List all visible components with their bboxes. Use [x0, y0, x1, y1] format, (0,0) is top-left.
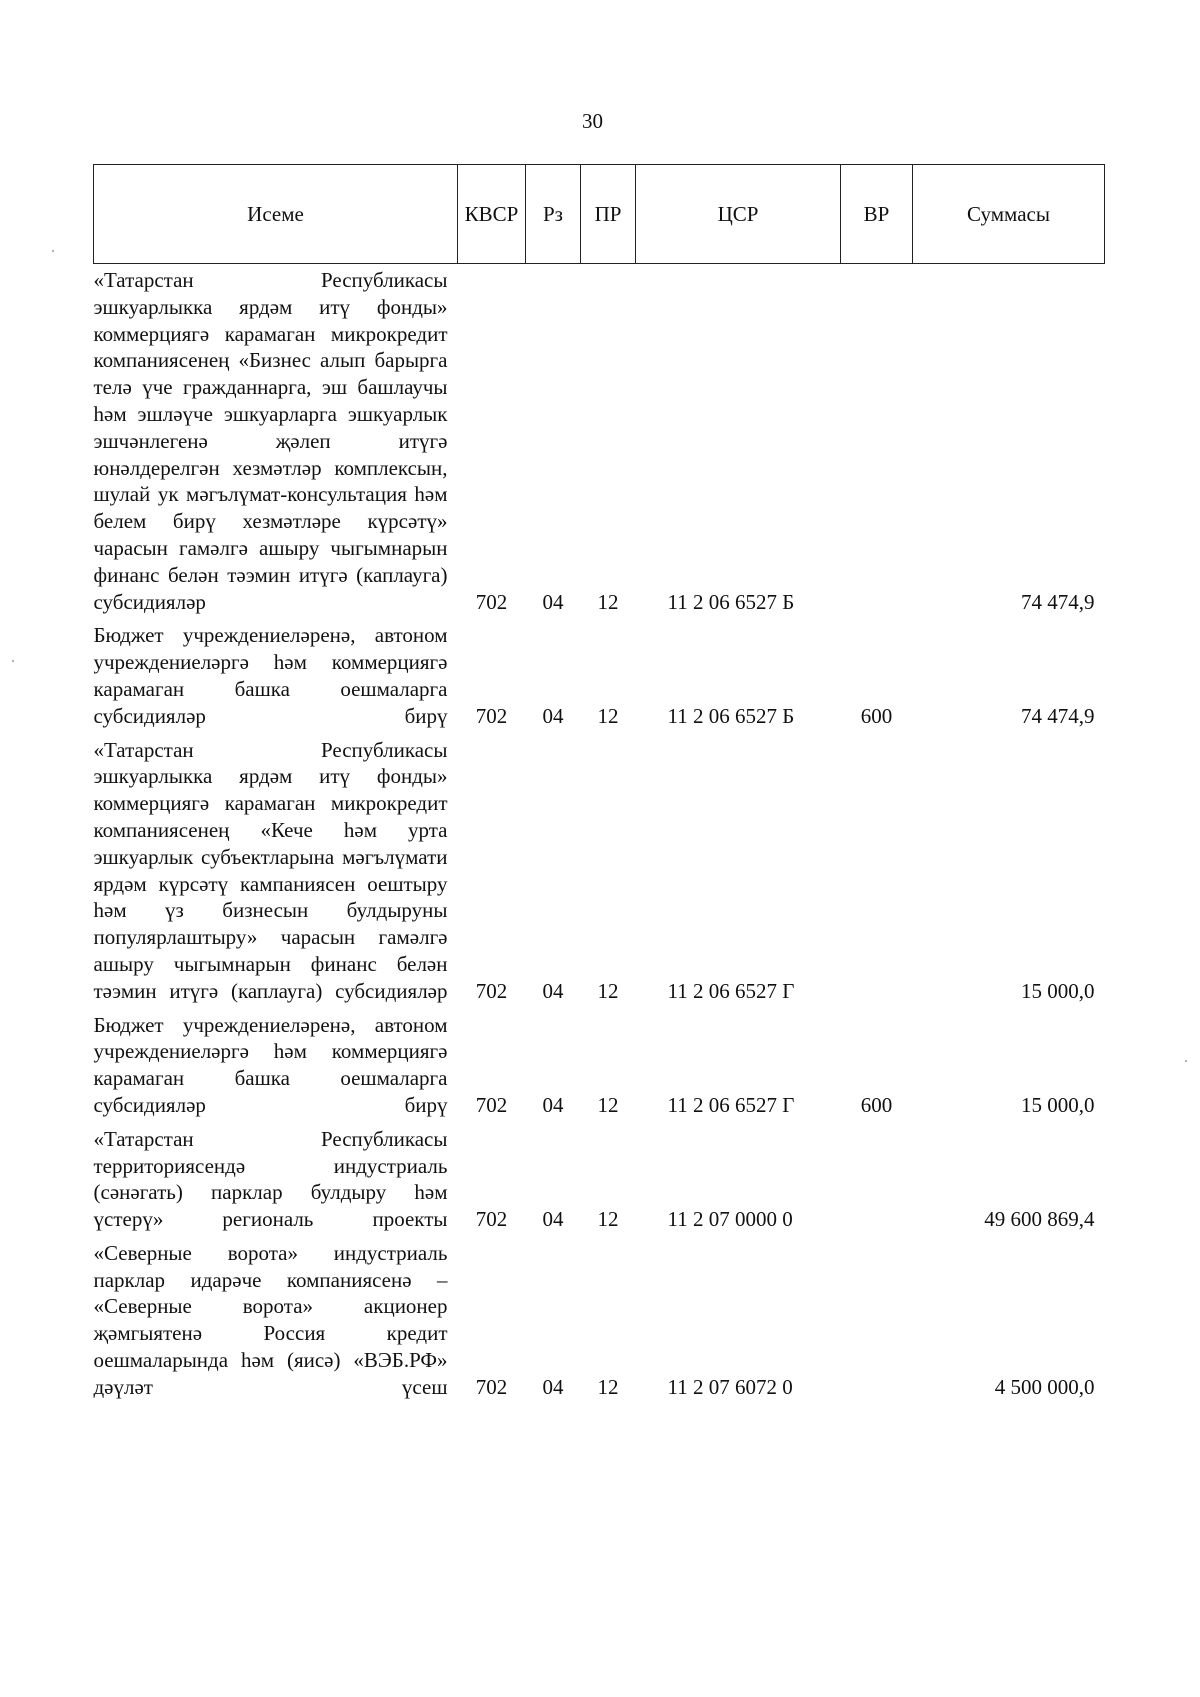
header-name: Исеме	[94, 165, 458, 264]
row-vr	[841, 264, 913, 620]
row-rz: 04	[542, 1092, 564, 1117]
row-name: «Северные ворота» индустриаль парклар идарәче компаниясенә – «Северные ворота» акционер җәмгыятенә Россия кредит оешмаларында һәм (яисә) «ВЭБ.РФ» дәүләт үсеш	[93, 1240, 448, 1399]
row-rz: 04	[542, 589, 564, 614]
row-sum: 15 000,0	[1021, 978, 1095, 1003]
row-kvsr: 702	[475, 1092, 508, 1117]
row-rz: 04	[542, 978, 564, 1003]
header-vr: ВР	[841, 165, 913, 264]
scan-speck	[52, 250, 54, 252]
table-row	[94, 1123, 1105, 1237]
row-pr: 12	[597, 589, 619, 614]
row-csr: 11 2 06 6527 Г	[667, 1092, 795, 1117]
row-sum: 74 474,9	[1021, 703, 1095, 728]
row-sum: 4 500 000,0	[994, 1374, 1095, 1399]
scan-speck	[12, 660, 14, 662]
table-row	[94, 264, 1105, 620]
row-rz: 04	[542, 1374, 564, 1399]
row-sum: 49 600 869,4	[984, 1207, 1095, 1232]
row-pr: 12	[597, 978, 619, 1003]
row-kvsr: 702	[475, 978, 508, 1003]
header-csr: ЦСР	[636, 165, 841, 264]
table-row	[94, 1237, 1105, 1405]
row-csr: 11 2 07 6072 0	[667, 1374, 793, 1399]
table-row	[94, 1009, 1105, 1123]
row-vr: 600	[860, 1092, 893, 1117]
row-kvsr: 702	[475, 1374, 508, 1399]
header-row	[94, 165, 1105, 264]
budget-table	[93, 164, 1105, 1405]
row-vr	[841, 1123, 913, 1237]
row-pr: 12	[597, 703, 619, 728]
row-pr: 12	[597, 1207, 619, 1232]
row-csr: 11 2 06 6527 Г	[667, 978, 795, 1003]
header-sum: Суммасы	[913, 165, 1105, 264]
row-sum: 74 474,9	[1021, 589, 1095, 614]
table-row	[94, 619, 1105, 733]
scan-speck	[1185, 1060, 1187, 1062]
row-rz: 04	[542, 1207, 564, 1232]
row-pr: 12	[597, 1374, 619, 1399]
row-csr: 11 2 06 6527 Б	[667, 703, 795, 728]
header-kvsr: КВСР	[458, 165, 526, 264]
row-kvsr: 702	[475, 1207, 508, 1232]
row-csr: 11 2 06 6527 Б	[667, 589, 795, 614]
row-name: «Татарстан Республикасы территориясендә индустриаль (сәнәгать) парклар булдыру һәм үстерү» региональ проекты	[93, 1126, 448, 1232]
header-rz: Рз	[526, 165, 581, 264]
row-vr	[841, 1237, 913, 1405]
page-number: 30	[582, 109, 603, 133]
table-row	[94, 734, 1105, 1009]
row-name: «Татарстан Республикасы эшкуарлыкка ярдәм итү фонды» коммерциягә карамаган микрокредит компаниясенең «Бизнес алып барырга телә үче гражданнарга, эш башлаучы һәм эшләүче эшкуарларга эшкуарлык эшчәнлегенә җәлеп итүгә юнәлдерелгән хезмәтләр комплексын, шулай ук мәгълүмат-консультация һәм белем бирү хезмәтләре күрсәтү» чарасын гамәлгә ашыру чыгымнарын финанс белән тәэмин итүгә (каплауга) субсидияләр	[93, 268, 448, 614]
row-name: «Татарстан Республикасы эшкуарлыкка ярдәм итү фонды» коммерциягә карамаган микрокредит компаниясенең «Кече һәм урта эшкуарлык субъектларына мәгълүмати ярдәм күрсәтү кампаниясен оештыру һәм үз бизнесын булдыруны популярлаштыру» чарасын гамәлгә ашыру чыгымнарын финанс белән тәэмин итүгә (каплауга) субсидияләр	[93, 737, 448, 1003]
row-rz: 04	[542, 703, 564, 728]
row-csr: 11 2 07 0000 0	[667, 1207, 793, 1232]
row-vr	[841, 734, 913, 1009]
row-kvsr: 702	[475, 589, 508, 614]
row-kvsr: 702	[475, 703, 508, 728]
row-vr: 600	[860, 703, 893, 728]
header-pr: ПР	[581, 165, 636, 264]
row-pr: 12	[597, 1092, 619, 1117]
row-sum: 15 000,0	[1021, 1092, 1095, 1117]
row-name: Бюджет учреждениеләренә, автоном учреждениеләргә һәм коммерциягә карамаган башка оешмаларга субсидияләр бирү	[93, 623, 448, 728]
row-name: Бюджет учреждениеләренә, автоном учреждениеләргә һәм коммерциягә карамаган башка оешмаларга субсидияләр бирү	[93, 1012, 448, 1117]
